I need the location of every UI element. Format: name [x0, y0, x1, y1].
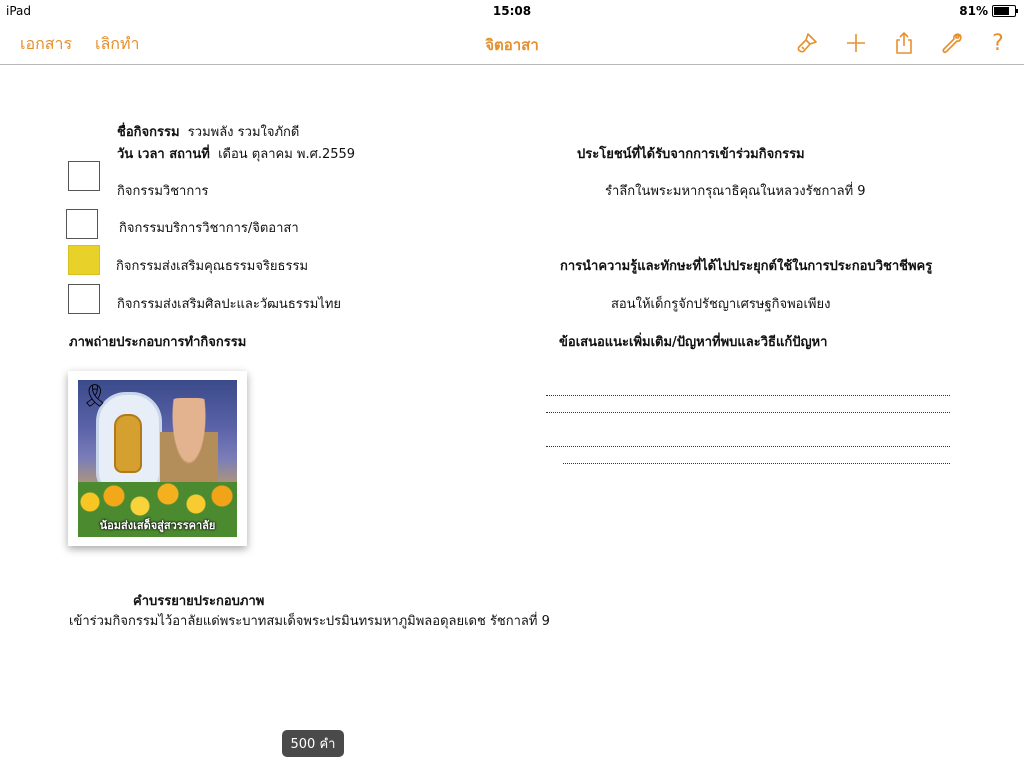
battery-icon — [992, 5, 1016, 17]
plus-icon[interactable] — [843, 30, 869, 56]
checkbox-culture[interactable] — [68, 284, 100, 314]
category-label: กิจกรรมบริการวิชาการ/จิตอาสา — [119, 221, 299, 236]
battery-indicator — [959, 4, 1016, 18]
format-brush-icon[interactable] — [794, 30, 820, 56]
datetime-label: วัน เวลา สถานที่ — [117, 147, 210, 162]
answer-line[interactable] — [563, 463, 950, 464]
photo-caption: น้อมส่งเสด็จสู่สวรรคาลัย — [99, 519, 216, 532]
wrench-icon[interactable] — [939, 30, 965, 56]
toolbar — [0, 22, 1024, 65]
portrait-frame-inner — [114, 414, 142, 473]
description-heading: คำบรรยายประกอบภาพ — [133, 594, 265, 609]
category-label: กิจกรรมส่งเสริมคุณธรรมจริยธรรม — [116, 259, 309, 274]
category-label: กิจกรรมวิชาการ — [117, 184, 209, 199]
undo-button[interactable]: เลิกทำ — [95, 34, 140, 53]
clock: 15:08 — [492, 4, 532, 18]
suggest-heading: ข้อเสนอแนะเพิ่มเติม/ปัญหาที่พบและวิธีแก้ปัญหา — [559, 335, 828, 350]
documents-button[interactable]: เอกสาร — [20, 34, 73, 53]
apply-text: สอนให้เด็กรูจักปรัชญาเศรษฐกิจพอเพียง — [611, 297, 831, 312]
checkbox-academic[interactable] — [68, 161, 100, 191]
datetime-value: เดือน ตุลาคม พ.ศ.2559 — [218, 147, 356, 162]
category-label: กิจกรรมส่งเสริมศิลปะและวัฒนธรรมไทย — [117, 297, 342, 312]
photo-heading: ภาพถ่ายประกอบการทำกิจกรรม — [69, 335, 247, 350]
status-bar — [0, 0, 1024, 22]
apply-heading: การนำความรู้และทักษะที่ได้ไปประยุกต์ใช้ในการประกอบวิชาชีพครู — [560, 259, 933, 274]
word-count-badge[interactable]: 500 คำ — [282, 730, 344, 757]
answer-line[interactable] — [546, 395, 950, 396]
activity-photo-frame[interactable] — [68, 371, 247, 546]
answer-line[interactable] — [546, 446, 950, 447]
description-text: เข้าร่วมกิจกรรมไว้อาลัยแด่พระบาทสมเด็จพระปรมินทรมหาภูมิพลอดุลยเดช รัชกาลที่ 9 — [69, 614, 550, 629]
share-icon[interactable] — [891, 30, 917, 56]
activity-name-row — [117, 121, 299, 142]
battery-percent: 81% — [959, 4, 988, 18]
benefit-heading: ประโยชน์ที่ได้รับจากการเข้าร่วมกิจกรรม — [577, 147, 805, 162]
mourning-ribbon-icon: 🎗 — [81, 384, 109, 409]
activity-photo — [78, 380, 237, 537]
checkbox-volunteer[interactable] — [66, 209, 98, 239]
benefit-text: รำลึกในพระมหากรุณาธิคุณในหลวงรัชกาลที่ 9 — [605, 184, 866, 199]
activity-name-label: ชื่อกิจกรรม — [117, 125, 180, 140]
document-title[interactable]: จิตอาสา — [485, 36, 539, 54]
help-icon[interactable]: ? — [992, 30, 1004, 56]
answer-line[interactable] — [546, 412, 950, 413]
activity-name-value: รวมพลัง รวมใจภักดี — [187, 125, 300, 140]
datetime-row — [117, 143, 355, 164]
device-name: iPad — [6, 4, 32, 18]
checkbox-ethics[interactable] — [68, 245, 100, 275]
